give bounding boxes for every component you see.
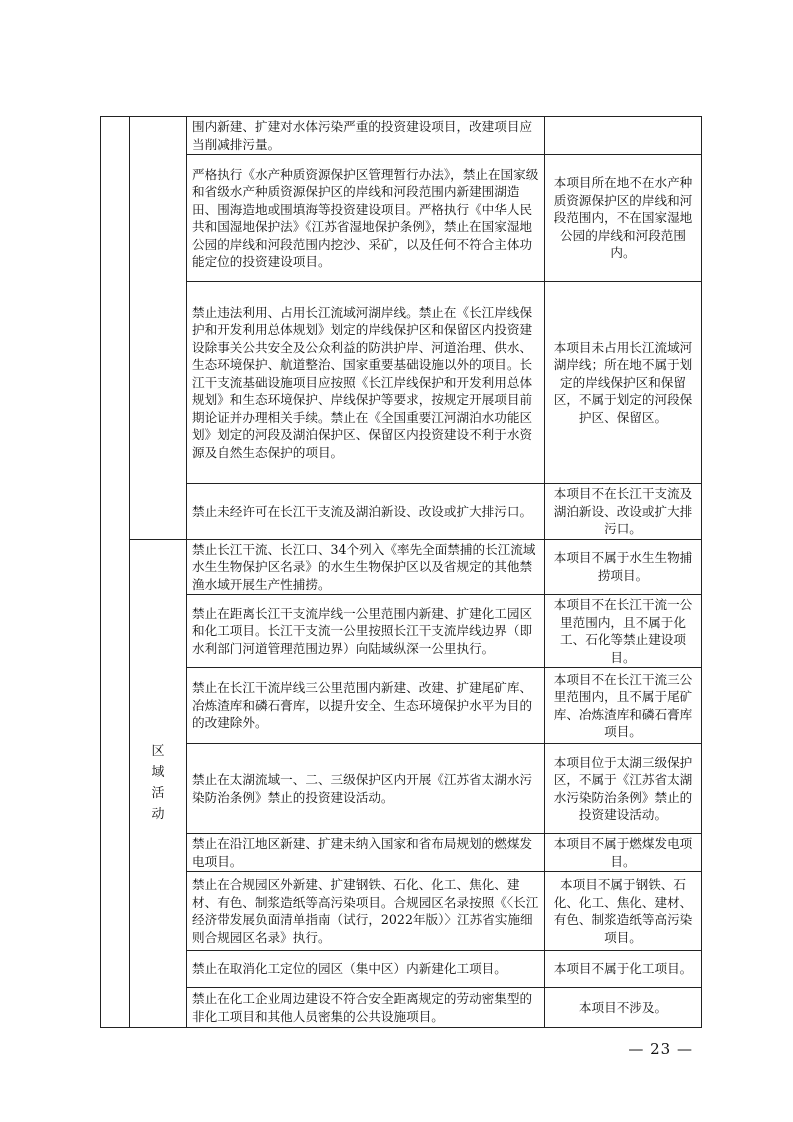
regulation-table — [100, 116, 702, 1028]
page-number-value: 23 — [650, 1040, 672, 1058]
regulation-table-container — [100, 116, 693, 1028]
requirement-cell: 禁止在长江干流岸线三公里范围内新建、改建、扩建尾矿库、冶炼渣库和磷石膏库，以提升安全、生态环境保护水平为目的的改建除外。 — [187, 668, 545, 744]
table-row — [101, 155, 702, 282]
table-row — [101, 539, 702, 595]
result-cell: 本项目位于太湖三级保护区，不属于《江苏省太湖水污染防治条例》禁止的投资建设活动。 — [545, 744, 702, 834]
table-row — [101, 951, 702, 988]
table-row — [101, 834, 702, 872]
result-cell: 本项目不属于水生生物捕捞项目。 — [545, 539, 702, 595]
requirement-cell: 禁止在太湖流域一、二、三级保护区内开展《江苏省太湖水污染防治条例》禁止的投资建设活动。 — [187, 744, 545, 834]
page-number: — 23 — — [628, 1040, 693, 1058]
table-row — [101, 595, 702, 668]
region-activity-label: 区域活动 — [130, 539, 187, 1028]
result-cell: 本项目不涉及。 — [545, 988, 702, 1028]
table-row — [101, 117, 702, 155]
result-cell: 本项目不属于钢铁、石化、化工、焦化、建材、有色、制浆造纸等高污染项目。 — [545, 872, 702, 951]
table-row — [101, 282, 702, 484]
table-row — [101, 484, 702, 540]
result-cell: 本项目不属于燃煤发电项目。 — [545, 834, 702, 872]
result-cell: 本项目不属于化工项目。 — [545, 951, 702, 988]
table-row — [101, 668, 702, 744]
result-cell: 本项目不在长江干流一公里范围内，且不属于化工、石化等禁止建设项目。 — [545, 595, 702, 668]
requirement-cell: 禁止在沿江地区新建、扩建未纳入国家和省布局规划的燃煤发电项目。 — [187, 834, 545, 872]
table-row — [101, 872, 702, 951]
category-column — [101, 117, 130, 1028]
requirement-cell: 禁止长江干流、长江口、34个列入《率先全面禁捕的长江流域水生生物保护区名录》的水生生物保护区以及省规定的其他禁渔水域开展生产性捕捞。 — [187, 539, 545, 595]
requirement-cell: 禁止未经许可在长江干支流及湖泊新设、改设或扩大排污口。 — [187, 484, 545, 540]
table-row — [101, 744, 702, 834]
requirement-cell: 禁止在距离长江干支流岸线一公里范围内新建、扩建化工园区和化工项目。长江干支流一公里按照长江干支流岸线边界（即水利部门河道管理范围边界）向陆域纵深一公里执行。 — [187, 595, 545, 668]
result-cell — [545, 117, 702, 155]
requirement-cell: 禁止在取消化工定位的园区（集中区）内新建化工项目。 — [187, 951, 545, 988]
result-cell: 本项目未占用长江流域河湖岸线；所在地不属于划定的岸线保护区和保留区，不属于划定的河段保护区、保留区。 — [545, 282, 702, 484]
requirement-cell: 禁止在化工企业周边建设不符合安全距离规定的劳动密集型的非化工项目和其他人员密集的公共设施项目。 — [187, 988, 545, 1028]
table-row — [101, 988, 702, 1028]
result-cell: 本项目不在长江干支流及湖泊新设、改设或扩大排污口。 — [545, 484, 702, 540]
result-cell: 本项目所在地不在水产种质资源保护区的岸线和河段范围内，不在国家湿地公园的岸线和河段范围内。 — [545, 155, 702, 282]
result-cell: 本项目不在长江干流三公里范围内，且不属于尾矿库、冶炼渣库和磷石膏库项目。 — [545, 668, 702, 744]
requirement-cell: 禁止违法利用、占用长江流域河湖岸线。禁止在《长江岸线保护和开发利用总体规划》划定的岸线保护区和保留区内投资建设除事关公共安全及公众利益的防洪护岸、河道治理、供水、生态环境保护、航道整治、国家重要基础设施以外的项目。长江干支流基础设施项目应按照《长江岸线保护和开发利用总体规划》和生态环境保护、岸线保护等要求，按规定开展项目前期论证并办理相关手续。禁止在《全国重要江河湖泊水功能区划》划定的河段及湖泊保护区、保留区内投资建设不利于水资源及自然生态保护的项目。 — [187, 282, 545, 484]
requirement-cell: 严格执行《水产种质资源保护区管理暂行办法》，禁止在国家级和省级水产种质资源保护区的岸线和河段范围内新建围湖造田、围海造地或围填海等投资建设项目。严格执行《中华人民共和国湿地保护法》《江苏省湿地保护条例》，禁止在国家湿地公园的岸线和河段范围内挖沙、采矿，以及任何不符合主体功能定位的投资建设项目。 — [187, 155, 545, 282]
requirement-cell: 围内新建、扩建对水体污染严重的投资建设项目，改建项目应当削减排污量。 — [187, 117, 545, 155]
requirement-cell: 禁止在合规园区外新建、扩建钢铁、石化、化工、焦化、建材、有色、制浆造纸等高污染项目。合规园区名录按照《〈长江经济带发展负面清单指南（试行，2022年版）〉江苏省实施细则合规园区名录》执行。 — [187, 872, 545, 951]
subcategory-cell — [130, 117, 187, 540]
